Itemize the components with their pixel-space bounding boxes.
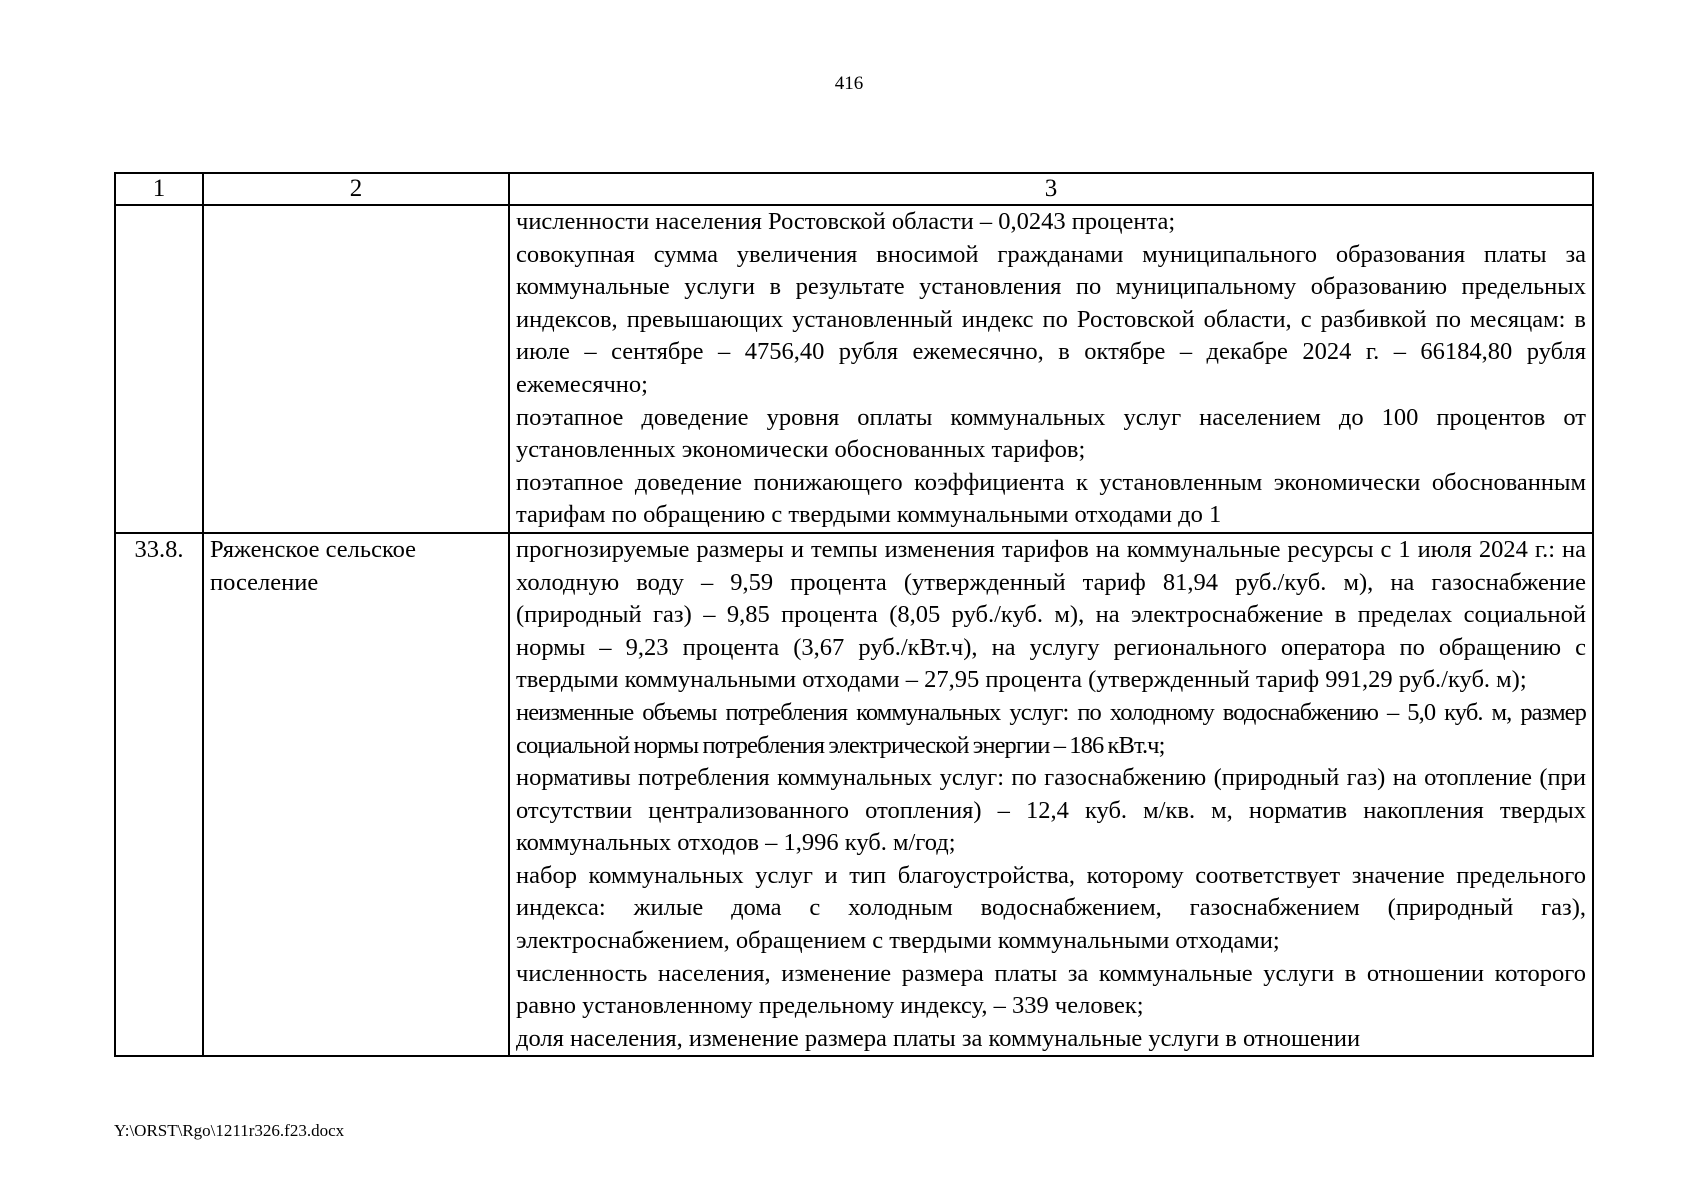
header-col-3: 3 xyxy=(509,173,1593,205)
description-paragraph: неизменные объемы потребления коммунальных услуг: по холодному водоснабжению – 5,0 куб. м, размер социальной нормы потребления электрической энергии – 186 кВт.ч; xyxy=(516,698,1586,759)
page-number: 416 xyxy=(834,73,864,94)
document-file-path: Y:\ORST\Rgo\1211r326.f23.docx xyxy=(114,1121,345,1140)
description-paragraph: доля населения, изменение размера платы за коммунальные услуги в отношении xyxy=(516,1024,1361,1052)
description-paragraph: набор коммунальных услуг и тип благоустройства, которому соответствует значение предельного индекса: жилые дома с холодным водоснабжением, газоснабжением (природный газ), электроснабжением, обращением с твердыми коммунальными отходами; xyxy=(516,861,1586,955)
description-paragraph: совокупная сумма увеличения вносимой гражданами муниципального образования платы за коммунальные услуги в результате установления по муниципальному образованию предельных индексов, превышающих установленный индекс по Ростовской области, с разбивкой по месяцам: в июле – сентябре – 4756,40 рубля ежемесячно, в октябре – декабре 2024 г. – 66184,80 рубля ежемесячно; xyxy=(516,240,1586,398)
description-paragraph: поэтапное доведение уровня оплаты коммунальных услуг населением до 100 процентов от установленных экономически обоснованных тарифов; xyxy=(516,403,1586,464)
row-number-cell xyxy=(115,205,203,533)
table-row xyxy=(115,205,1593,533)
row-number-cell: 33.8. xyxy=(115,533,203,1057)
description-paragraph: поэтапное доведение понижающего коэффициента к установленным экономически обоснованным тарифам по обращению с твердыми коммунальными отходами до 1 xyxy=(516,468,1586,529)
header-col-1: 1 xyxy=(115,173,203,205)
municipality-name-cell xyxy=(203,205,509,533)
description-cell xyxy=(509,205,1593,533)
table-row xyxy=(115,533,1593,1057)
description-paragraph: нормативы потребления коммунальных услуг: по газоснабжению (природный газ) на отопление (при отсутствии централизованного отопления) – 12,4 куб. м/кв. м, норматив накопления твердых коммунальных отходов – 1,996 куб. м/год; xyxy=(516,764,1586,857)
header-col-2: 2 xyxy=(203,173,509,205)
description-paragraph: численности населения Ростовской области – 0,0243 процента; xyxy=(516,208,1176,235)
description-paragraph: численность населения, изменение размера платы за коммунальные услуги в отношении которого равно установленному предельному индексу, – 339 человек; xyxy=(516,959,1586,1020)
description-paragraph: прогнозируемые размеры и темпы изменения тарифов на коммунальные ресурсы с 1 июля 2024 г.: на холодную воду – 9,59 процента (утвержденный тариф 81,94 руб./куб. м), на газоснабжение (природный газ) – 9,85 процента (8,05 руб./куб. м), на электроснабжение в пределах социальной нормы – 9,23 процента (3,67 руб./кВт.ч), на услугу регионального оператора по обращению с твердыми коммунальными отходами – 27,95 процента (утвержденный тариф 991,29 руб./куб. м); xyxy=(516,535,1586,694)
regulation-table xyxy=(114,172,1594,1057)
municipality-name-cell: Ряженское сельское поселение xyxy=(203,533,509,1057)
description-cell xyxy=(509,533,1593,1057)
table-header-row xyxy=(115,173,1593,205)
